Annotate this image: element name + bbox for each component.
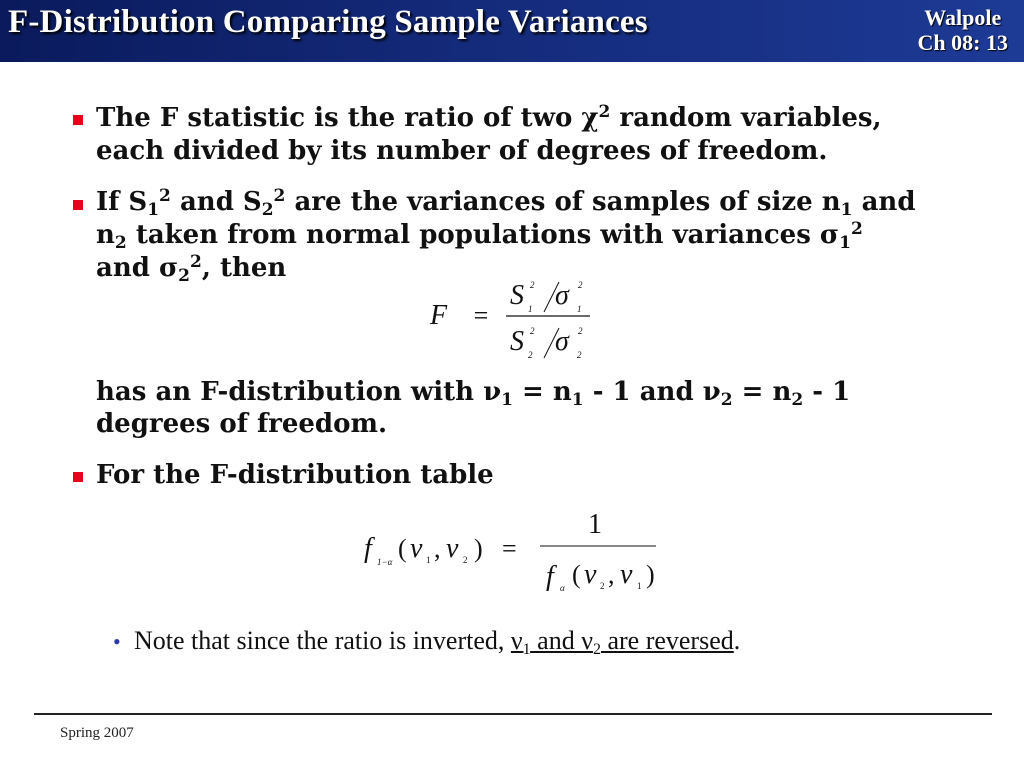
den-sigma-sub: 2 bbox=[577, 350, 582, 360]
sub-bullet-dot: • bbox=[113, 629, 121, 654]
num-s: S bbox=[510, 280, 524, 311]
slide-reference bbox=[918, 5, 1008, 55]
title-bar bbox=[0, 0, 1024, 62]
lhs-nu1-sub: 1 bbox=[426, 555, 431, 565]
bullet-3: For the F-distribution table bbox=[96, 460, 494, 490]
ref-chapter-page: Ch 08: 13 bbox=[917, 30, 1008, 55]
lhs-close: ) bbox=[474, 534, 483, 563]
den-s-sub: 2 bbox=[528, 350, 533, 360]
den-s: S bbox=[510, 326, 524, 357]
f-ratio-formula bbox=[420, 272, 620, 368]
rhs-nu1-sub: 1 bbox=[637, 581, 642, 591]
bullet-marker bbox=[73, 472, 83, 482]
lhs-sub: 1−α bbox=[377, 557, 393, 567]
note-text: Note that since the ratio is inverted, $\nu_1$ and $\nu_2$ are reversed. bbox=[134, 626, 741, 658]
rhs-open: ( bbox=[572, 560, 581, 589]
num-s-sub: 1 bbox=[528, 304, 533, 314]
formula-f: F bbox=[430, 300, 448, 331]
bullet-2-line-3: and $\sigma_2^2$, then bbox=[96, 252, 287, 286]
bullet-marker bbox=[73, 200, 83, 210]
rhs-sub: α bbox=[560, 583, 565, 593]
num-sigma: σ bbox=[555, 280, 569, 311]
rhs-close: ) bbox=[646, 560, 655, 589]
numerator-one: 1 bbox=[588, 509, 602, 540]
lhs-comma: , bbox=[434, 534, 441, 563]
rhs-nu1: ν bbox=[620, 559, 633, 590]
f-reciprocal-formula bbox=[360, 505, 670, 597]
slide-title: F-Distribution Comparing Sample Variances bbox=[8, 4, 648, 40]
ref-book: Walpole bbox=[924, 5, 1002, 30]
formula2-equals: = bbox=[502, 534, 517, 563]
den-sigma-sup: 2 bbox=[578, 326, 583, 336]
footer-divider bbox=[34, 713, 992, 715]
num-sigma-sub: 1 bbox=[577, 304, 582, 314]
rhs-comma: , bbox=[608, 560, 615, 589]
den-s-sup: 2 bbox=[530, 326, 535, 336]
den-sigma: σ bbox=[555, 326, 569, 357]
rhs-f: f bbox=[546, 561, 554, 592]
bullet-2-line-2: $n_2$ taken from normal populations with variances $\sigma_1^2$ bbox=[96, 219, 863, 253]
continuation-line-1: has an F-distribution with $\nu_1 = n_1 - 1$ and $\nu_2 = n_2 - 1$ bbox=[96, 377, 851, 410]
bullet-2-line-1: If $S_1^2$ and $S_2^2$ are the variances of samples of size $n_1$ and bbox=[96, 186, 916, 220]
formula-equals: = bbox=[472, 301, 490, 330]
num-sigma-sup: 2 bbox=[578, 280, 583, 290]
num-s-sup: 2 bbox=[530, 280, 535, 290]
lhs-open: ( bbox=[398, 534, 407, 563]
bullet-marker bbox=[73, 115, 83, 125]
bullet-1-line-1: The F statistic is the ratio of two $\chi^2$ random variables, bbox=[96, 102, 882, 133]
lhs-nu2: ν bbox=[446, 533, 459, 564]
continuation-line-2: degrees of freedom. bbox=[96, 409, 388, 439]
lhs-nu1: ν bbox=[410, 533, 423, 564]
rhs-nu2-sub: 2 bbox=[600, 581, 605, 591]
bullet-1-line-2: each divided by its number of degrees of freedom. bbox=[96, 136, 828, 166]
lhs-nu2-sub: 2 bbox=[463, 555, 468, 565]
lhs-f: f bbox=[364, 533, 372, 564]
footer-date: Spring 2007 bbox=[60, 725, 134, 741]
rhs-nu2: ν bbox=[584, 559, 597, 590]
